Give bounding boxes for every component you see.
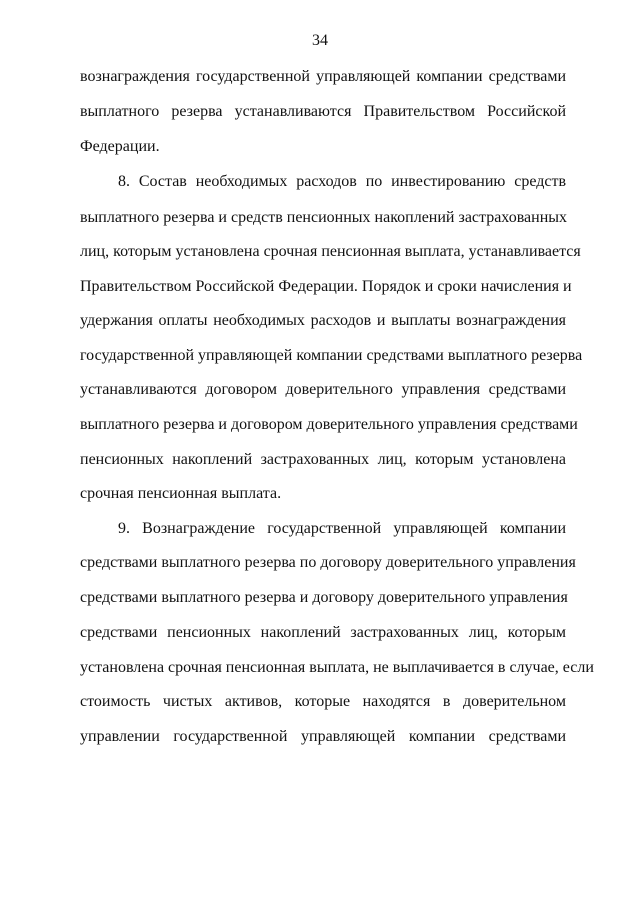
text-line: средствами выплатного резерва и договору доверительного управления bbox=[80, 589, 568, 606]
text-line: выплатного резерва и средств пенсионных накоплений застрахованных bbox=[80, 209, 568, 226]
text-line: Федерации. bbox=[80, 138, 160, 155]
text-line: устанавливаются договором доверительного управления средствами bbox=[80, 381, 566, 398]
text-line: лиц, которым установлена срочная пенсионная выплата, устанавливается bbox=[80, 243, 581, 260]
text-line: Правительством Российской Федерации. Порядок и сроки начисления и bbox=[80, 278, 572, 295]
text-line: 8. Состав необходимых расходов по инвестированию средств bbox=[118, 173, 566, 190]
text-line: стоимость чистых активов, которые находятся в доверительном bbox=[80, 693, 566, 710]
text-line: выплатного резерва и договором доверительного управления средствами bbox=[80, 416, 578, 433]
text-line: средствами пенсионных накоплений застрахованных лиц, которым bbox=[80, 624, 566, 641]
page-number: 34 bbox=[312, 32, 328, 49]
text-line: управлении государственной управляющей компании средствами bbox=[80, 728, 566, 745]
text-line: 9. Вознаграждение государственной управляющей компании bbox=[118, 520, 566, 537]
text-line: выплатного резерва устанавливаются Правительством Российской bbox=[80, 103, 566, 120]
text-line: установлена срочная пенсионная выплата, не выплачивается в случае, если bbox=[80, 659, 594, 676]
text-line: вознаграждения государственной управляющей компании средствами bbox=[80, 68, 566, 85]
text-line: удержания оплаты необходимых расходов и выплаты вознаграждения bbox=[80, 312, 566, 329]
text-line: пенсионных накоплений застрахованных лиц, которым установлена bbox=[80, 451, 566, 468]
text-line: государственной управляющей компании средствами выплатного резерва bbox=[80, 347, 583, 364]
text-line: средствами выплатного резерва по договору доверительного управления bbox=[80, 554, 576, 571]
text-line: срочная пенсионная выплата. bbox=[80, 485, 282, 502]
